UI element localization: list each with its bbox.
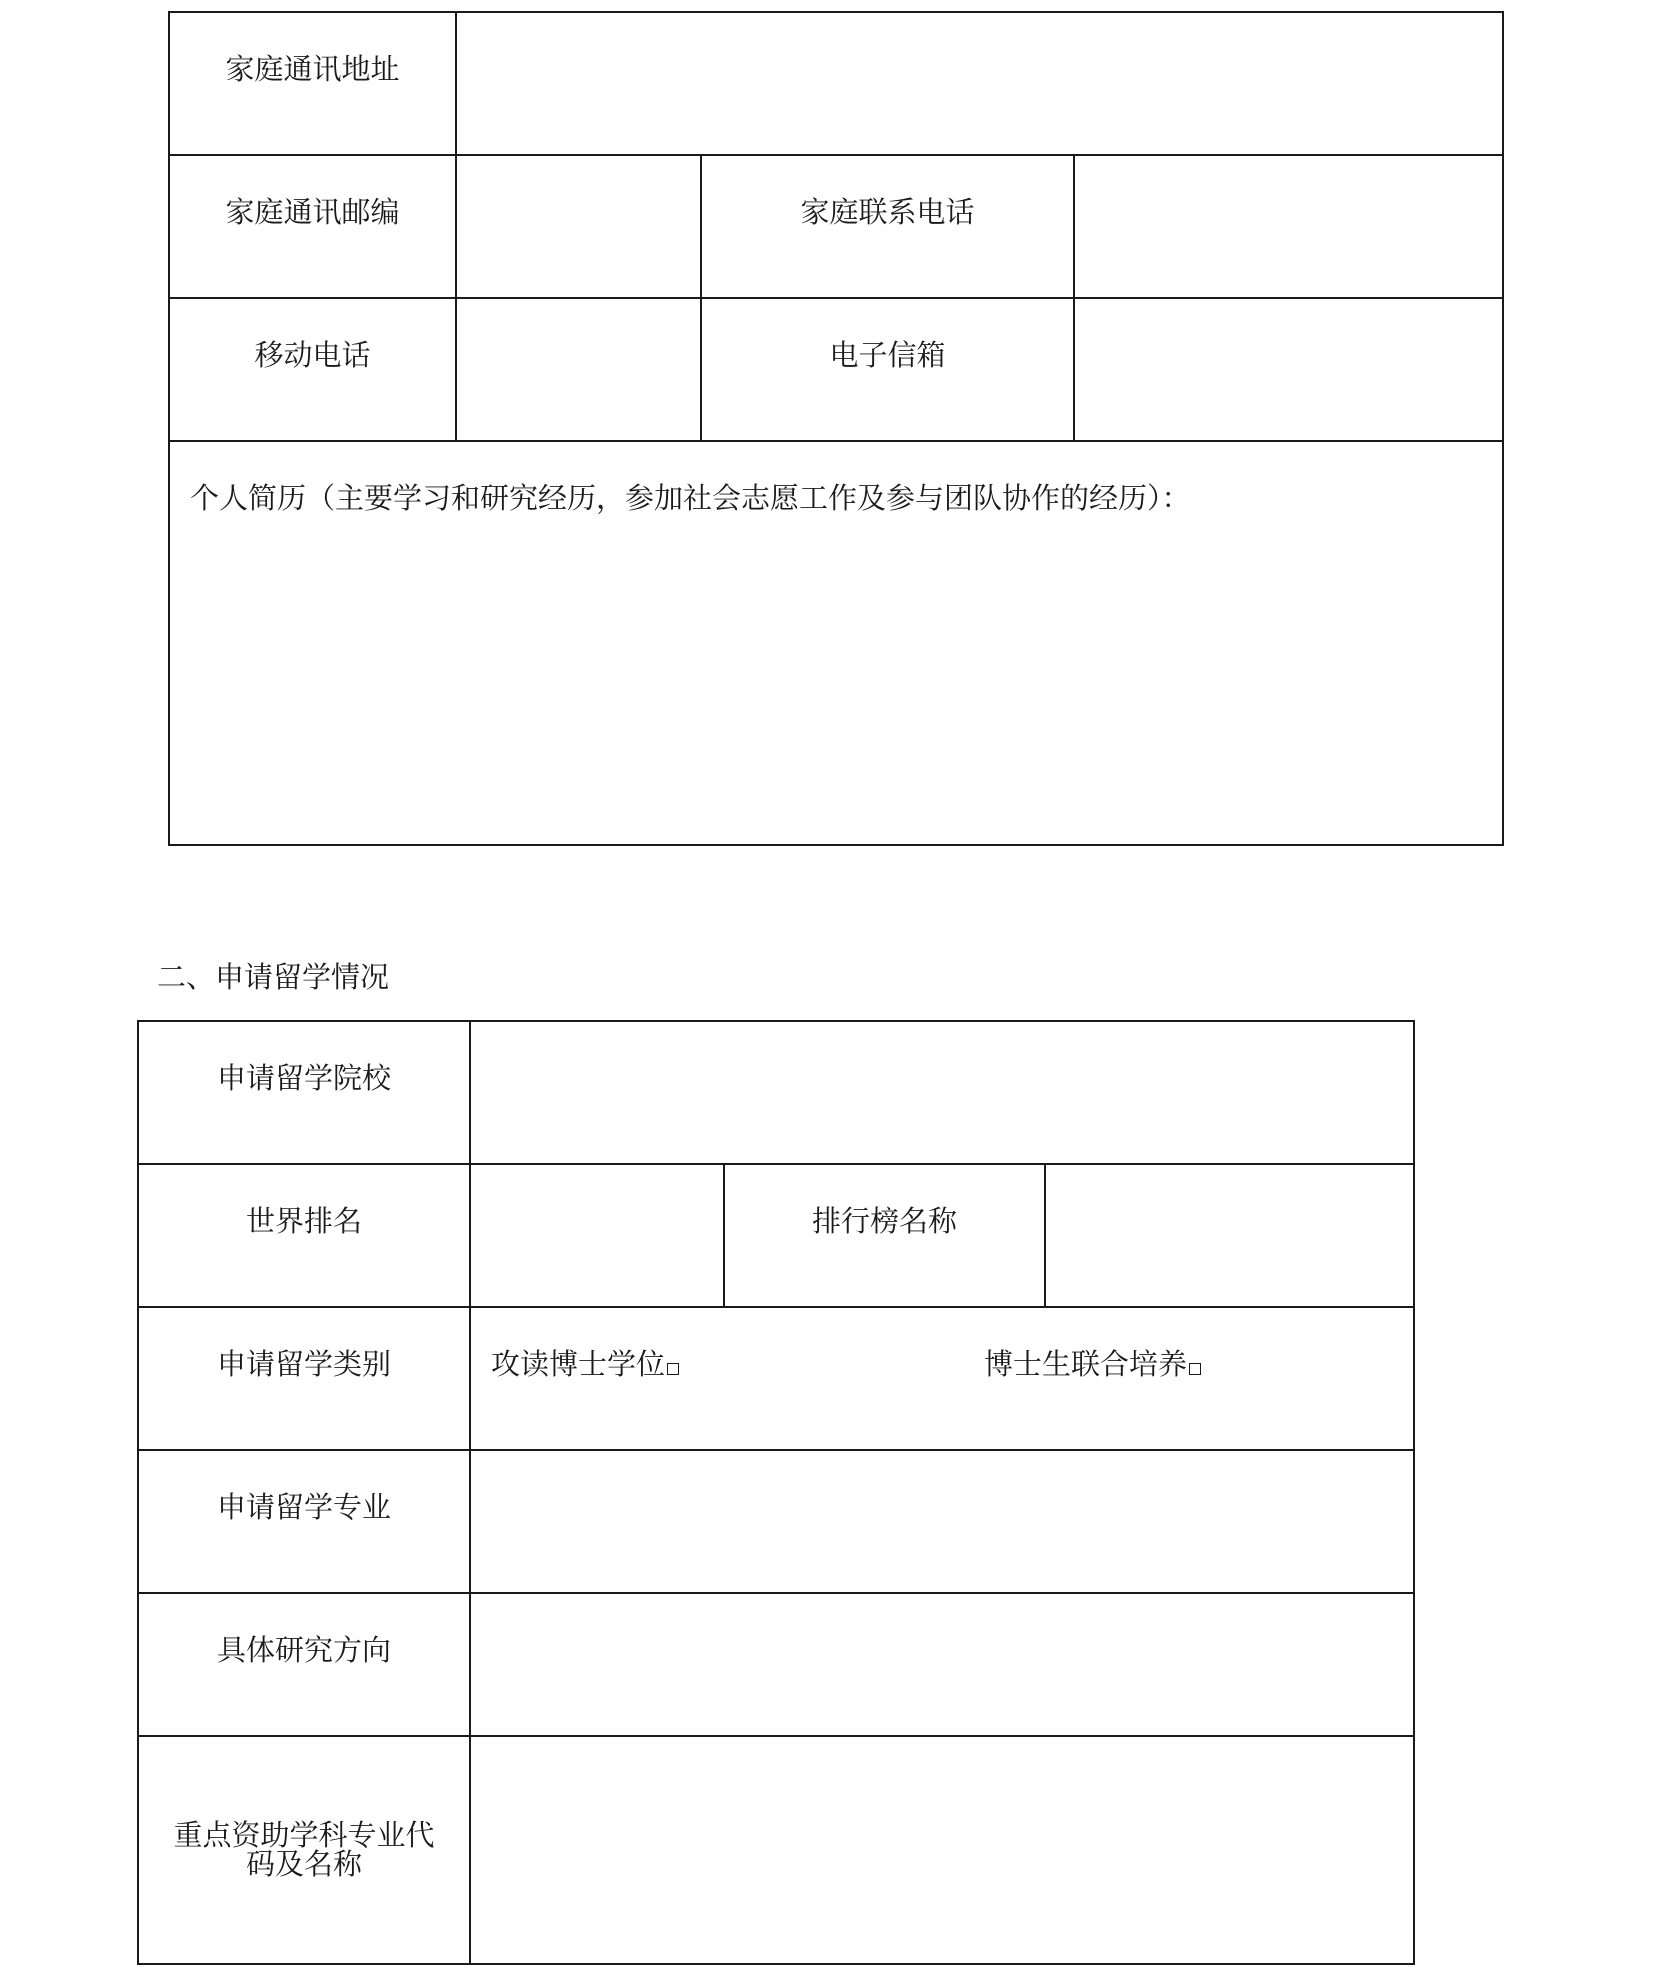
home-phone-field[interactable] xyxy=(1074,155,1503,298)
option-phd[interactable] xyxy=(491,1347,679,1381)
home-address-field[interactable] xyxy=(456,12,1503,155)
resume-label: 个人简历（主要学习和研究经历，参加社会志愿工作及参与团队协作的经历）： xyxy=(190,481,1191,515)
option-joint-phd-label: 博士生联合培养 xyxy=(984,1347,1188,1381)
school-field[interactable] xyxy=(470,1021,1414,1164)
postcode-phone-row xyxy=(169,155,1503,298)
key-discipline-label-line2: 码及名称 xyxy=(245,1847,362,1881)
school-row xyxy=(138,1021,1414,1164)
option-joint-phd[interactable] xyxy=(984,1347,1201,1381)
option-phd-label: 攻读博士学位 xyxy=(491,1347,666,1381)
home-postcode-field[interactable] xyxy=(456,155,701,298)
section-heading: 二、申请留学情况 xyxy=(157,960,390,994)
category-row xyxy=(138,1307,1414,1450)
rank-row xyxy=(138,1164,1414,1307)
research-direction-row xyxy=(138,1593,1414,1736)
joint-phd-checkbox[interactable] xyxy=(1189,1363,1201,1375)
major-label: 申请留学专业 xyxy=(138,1450,470,1593)
home-address-row xyxy=(169,12,1503,155)
key-discipline-label-line1: 重点资助学科专业代 xyxy=(173,1818,435,1852)
mobile-label: 移动电话 xyxy=(169,298,456,441)
category-options xyxy=(470,1307,1414,1450)
world-rank-field[interactable] xyxy=(470,1164,724,1307)
study-info-table xyxy=(137,1020,1415,1965)
key-discipline-row xyxy=(138,1736,1414,1964)
major-row xyxy=(138,1450,1414,1593)
major-field[interactable] xyxy=(470,1450,1414,1593)
email-field[interactable] xyxy=(1074,298,1503,441)
ranking-name-label: 排行榜名称 xyxy=(724,1164,1045,1307)
research-direction-field[interactable] xyxy=(470,1593,1414,1736)
world-rank-label: 世界排名 xyxy=(138,1164,470,1307)
phd-checkbox[interactable] xyxy=(667,1363,679,1375)
ranking-name-field[interactable] xyxy=(1045,1164,1414,1307)
mobile-email-row xyxy=(169,298,1503,441)
key-discipline-label xyxy=(138,1736,470,1964)
resume-field[interactable] xyxy=(169,441,1503,845)
research-direction-label: 具体研究方向 xyxy=(138,1593,470,1736)
resume-row xyxy=(169,441,1503,845)
home-postcode-label: 家庭通讯邮编 xyxy=(169,155,456,298)
mobile-field[interactable] xyxy=(456,298,701,441)
contact-info-table xyxy=(168,11,1504,846)
key-discipline-field[interactable] xyxy=(470,1736,1414,1964)
home-address-label: 家庭通讯地址 xyxy=(169,12,456,155)
category-label: 申请留学类别 xyxy=(138,1307,470,1450)
home-phone-label: 家庭联系电话 xyxy=(701,155,1074,298)
school-label: 申请留学院校 xyxy=(138,1021,470,1164)
email-label: 电子信箱 xyxy=(701,298,1074,441)
